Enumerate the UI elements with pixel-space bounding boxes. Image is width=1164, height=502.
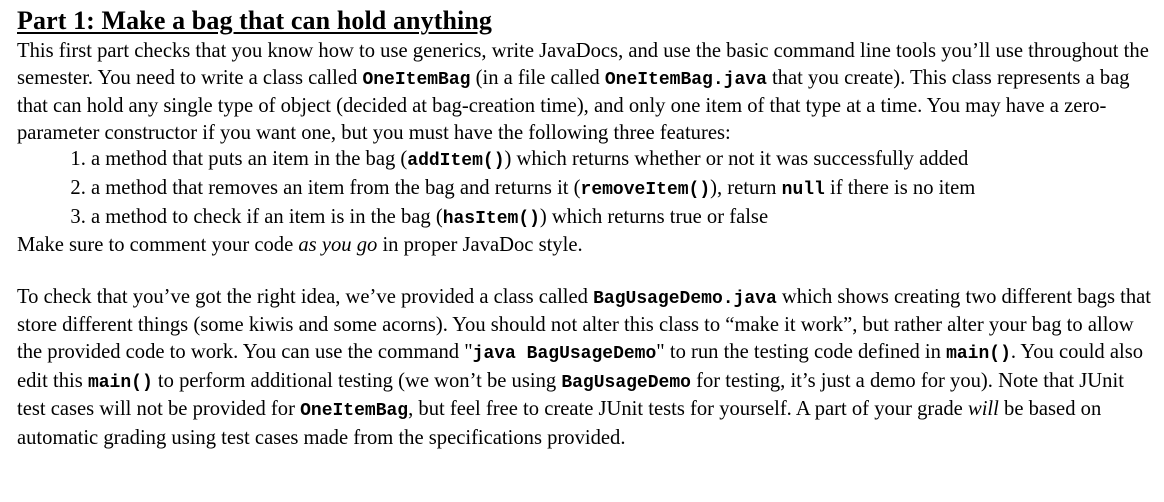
demo-paragraph: To check that you’ve got the right idea, we’ve provided a class called BagUsageDemo.java which shows creating two different bags that store different things (some kiwis and some acorns). You should not alter this class to “make it work”, but rather alter your bag to allow the provided code to work. You can use the command "java BagUsageDemo" to run the testing code defined in main(). You could also edit this main() to perform additional testing (we won’t be using BagUsageDemo for testing, it’s just a demo for you). Note that JUnit test cases will not be provided for OneItemBag, but feel free to create JUnit tests for yourself. A part of your grade will be based on automatic grading using test cases made from the specifications provided. [17,285,1151,449]
text-span: (in a file called [470,66,605,89]
code-classname: OneItemBag [300,401,409,422]
list-item: 3. a method to check if an item is in the bag (hasItem()) which returns true or false [91,204,1157,233]
intro-paragraph [17,38,1157,146]
section-heading: Part 1: Make a bag that can hold anything [17,6,493,35]
code-command: java BagUsageDemo [472,343,657,364]
code-method: main() [946,343,1011,364]
code-filename: BagUsageDemo.java [593,288,777,309]
emphasis: as you go [298,234,378,257]
emphasis: will [967,398,999,421]
code-classname: OneItemBag [362,69,471,90]
code-classname: BagUsageDemo [561,372,691,393]
code-keyword: null [781,179,825,200]
list-item: 2. a method that removes an item from the bag and returns it (removeItem()), return null if there is no item [91,175,1157,204]
text-span: This first part checks that you know how to use generics, write JavaDocs, and use the basic command line tools you’ll use throughout the semester. You need to write a class called [17,40,1149,89]
code-filename: OneItemBag.java [604,69,767,90]
requirements-list [17,146,1157,232]
document-page [17,0,1157,451]
code-method: removeItem() [580,179,711,200]
code-method: main() [87,372,153,393]
list-item: 1. a method that puts an item in the bag (addItem()) which returns whether or not it was successfully added [91,146,1157,175]
javadoc-note: Make sure to comment your code as you go in proper JavaDoc style. [17,234,583,257]
code-method: addItem() [407,151,505,172]
code-method: hasItem() [442,208,540,229]
text-span: that you create). This class represents a bag that can hold any single type of object (decided at bag-creation time), and only one item of that type at a time. You may have a zero-parameter constructor if you want one, but you must have the following three features: [17,66,1130,144]
